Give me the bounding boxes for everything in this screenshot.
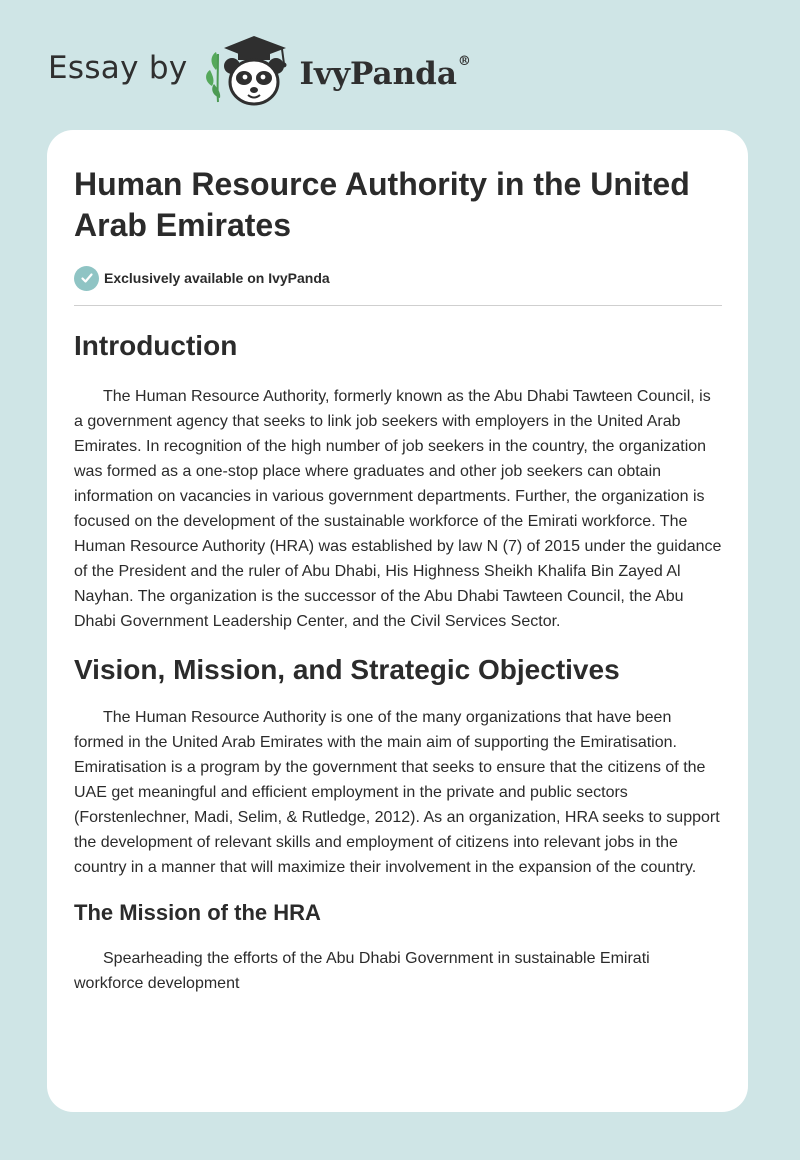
essay-content	[74, 164, 722, 996]
essay-card	[47, 130, 748, 1112]
essay-by-label: Essay by	[48, 50, 188, 86]
brand-name[interactable]: IvyPanda®	[299, 54, 471, 92]
section-heading-mission: The Mission of the HRA	[74, 900, 321, 925]
panda-logo-icon[interactable]	[202, 30, 294, 110]
site-header	[48, 30, 471, 110]
exclusive-badge	[74, 265, 722, 291]
exclusive-label: Exclusively available on IvyPanda	[104, 270, 330, 286]
section-heading-introduction: Introduction	[74, 330, 238, 361]
check-circle-icon	[74, 266, 99, 291]
registered-mark: ®	[457, 54, 471, 69]
section-paragraph-vision: The Human Resource Authority is one of the many organizations that have been formed in the United Arab Emirates with the main aim of supporting the Emiratisation. Emiratisation is a program by the government that seeks to ensure that the citizens of the UAE get meaningful and efficient employment in the private and public sectors (Forstenlechner, Madi, Selim, & Rutledge, 2012). As an organization, HRA seeks to support the development of relevant skills and employment of citizens into relevant jobs in the country in a manner that will maximize their involvement in the expansion of the country.	[74, 709, 720, 876]
page-title: Human Resource Authority in the United Arab Emirates	[74, 166, 690, 243]
section-paragraph-mission: Spearheading the efforts of the Abu Dhabi Government in sustainable Emirati workforce development	[74, 950, 650, 992]
divider	[74, 305, 722, 306]
section-heading-vision: Vision, Mission, and Strategic Objectives	[74, 654, 620, 685]
section-paragraph-introduction: The Human Resource Authority, formerly known as the Abu Dhabi Tawteen Council, is a government agency that seeks to link job seekers with employers in the United Arab Emirates. In recognition of the high number of job seekers in the country, the organization was formed as a one-stop place where graduates and other job seekers can obtain information on vacancies in various government departments. Further, the organization is focused on the development of the sustainable workforce of the Emirati workforce. The Human Resource Authority (HRA) was established by law N (7) of 2015 under the guidance of the President and the ruler of Abu Dhabi, His Highness Sheikh Khalifa Bin Zayed Al Nayhan. The organization is the successor of the Abu Dhabi Tawteen Council, the Abu Dhabi Government Leadership Center, and the Civil Services Sector.	[74, 388, 722, 630]
